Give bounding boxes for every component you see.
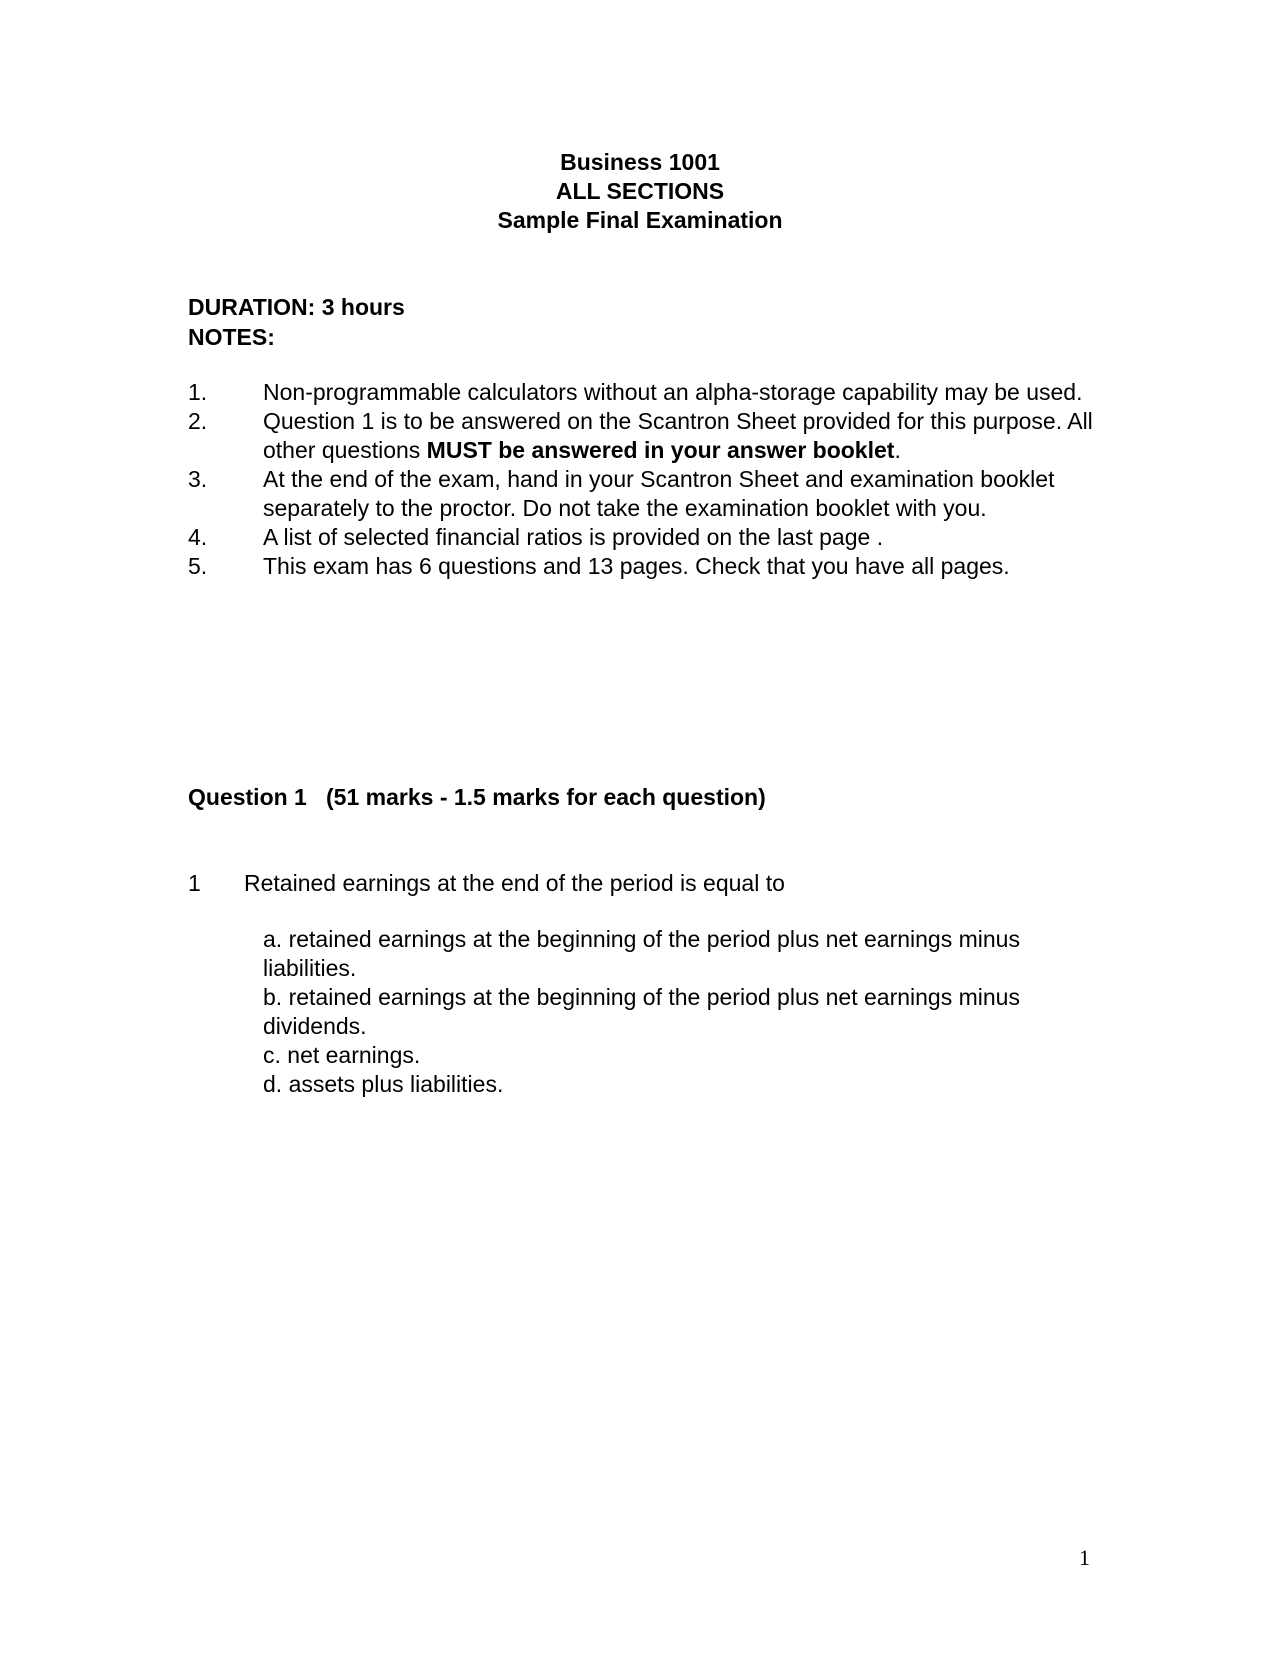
note-text: At the end of the exam, hand in your Scantron Sheet and examination booklet separately to the proctor. Do not take the examination booklet with you. (263, 466, 1055, 521)
course-title: Business 1001 (560, 149, 720, 175)
exam-title: Sample Final Examination (497, 207, 783, 233)
notes-list (188, 378, 1108, 581)
note-text: Question 1 is to be answered on the Scantron Sheet provided for this purpose. All other questions MUST be answered in your answer booklet. (263, 408, 1093, 463)
note-item (188, 407, 1108, 465)
note-number: 3. (188, 466, 208, 492)
answer-option-d: d. assets plus liabilities. (263, 1071, 504, 1097)
question-stem: Retained earnings at the end of the period is equal to (244, 870, 785, 896)
answer-options (263, 925, 1103, 1099)
notes-label: NOTES: (188, 324, 275, 350)
note-number: 2. (188, 408, 208, 434)
question-section-heading: Question 1 (51 marks - 1.5 marks for each question) (188, 784, 766, 810)
page-number: 1 (1079, 1545, 1090, 1570)
note-text: This exam has 6 questions and 13 pages. Check that you have all pages. (263, 553, 1010, 579)
answer-option-b: b. retained earnings at the beginning of the period plus net earnings minus dividends. (263, 984, 1020, 1039)
answer-option-c: c. net earnings. (263, 1042, 421, 1068)
duration-label: DURATION: 3 hours (188, 294, 405, 320)
note-number: 5. (188, 553, 208, 579)
note-item (188, 378, 1108, 407)
note-text: A list of selected financial ratios is provided on the last page . (263, 524, 884, 550)
question-stem-line (188, 868, 785, 898)
sections-title: ALL SECTIONS (555, 178, 725, 204)
note-number: 1. (188, 379, 208, 405)
exam-meta (188, 292, 405, 352)
note-item (188, 523, 1108, 552)
note-item (188, 552, 1108, 581)
note-text: Non-programmable calculators without an alpha-storage capability may be used. (263, 379, 1083, 405)
exam-title-block (0, 148, 1280, 235)
answer-option-a: a. retained earnings at the beginning of the period plus net earnings minus liabilities. (263, 926, 1020, 981)
note-item (188, 465, 1108, 523)
question-number: 1 (188, 870, 201, 896)
note-number: 4. (188, 524, 208, 550)
